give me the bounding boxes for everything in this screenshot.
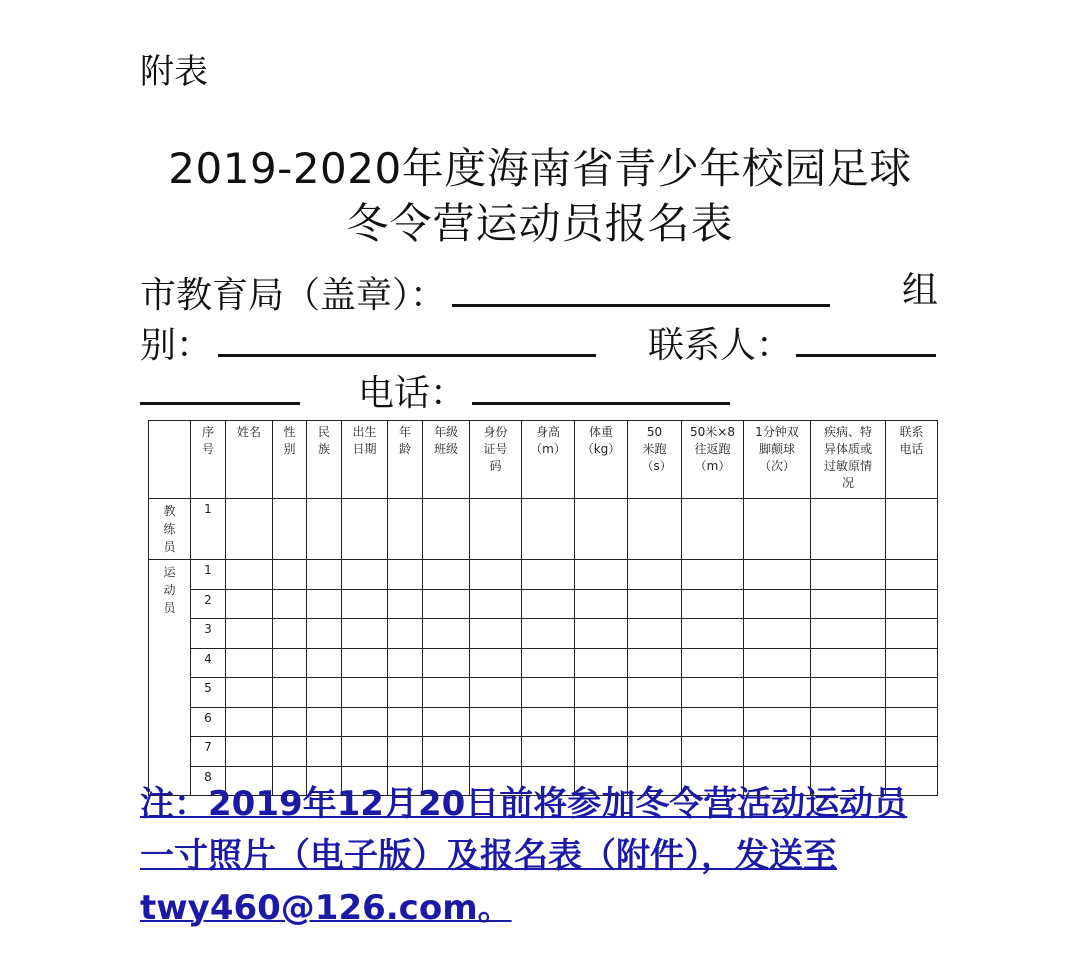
table-cell[interactable]: [273, 737, 307, 767]
header-cell: 疾病、特异体质或过敏原情况: [811, 421, 886, 499]
table-cell[interactable]: [628, 707, 682, 737]
header-cell: 民族: [307, 421, 342, 499]
table-cell[interactable]: [307, 678, 342, 708]
table-cell[interactable]: [342, 707, 388, 737]
athlete-row: [149, 737, 938, 767]
header-cell: 1分钟双脚颠球（次）: [744, 421, 811, 499]
table-cell[interactable]: [682, 707, 744, 737]
table-cell[interactable]: [628, 560, 682, 590]
header-cell: 身份证号码: [470, 421, 522, 499]
table-cell[interactable]: [226, 678, 273, 708]
table-cell[interactable]: [682, 678, 744, 708]
table-cell[interactable]: [388, 707, 423, 737]
table-cell[interactable]: [423, 648, 470, 678]
table-cell[interactable]: [342, 619, 388, 649]
athlete-row: [149, 560, 938, 590]
table-cell[interactable]: [744, 589, 811, 619]
table-cell[interactable]: [273, 678, 307, 708]
header-cell: 年级班级: [423, 421, 470, 499]
contact-blank-continued[interactable]: [140, 402, 300, 405]
table-cell[interactable]: [226, 737, 273, 767]
table-cell[interactable]: [744, 619, 811, 649]
table-cell[interactable]: [273, 707, 307, 737]
contact-field: [648, 318, 936, 369]
group-label-part1: 组: [902, 270, 939, 311]
table-cell[interactable]: [307, 499, 342, 560]
attachment-label: 附表: [140, 52, 208, 92]
table-cell[interactable]: [682, 619, 744, 649]
table-cell[interactable]: [307, 737, 342, 767]
table-cell[interactable]: [575, 737, 628, 767]
table-cell[interactable]: [575, 499, 628, 560]
table-cell[interactable]: [682, 589, 744, 619]
row-index: 5: [191, 678, 226, 708]
table-cell[interactable]: [470, 560, 522, 590]
athlete-row: [149, 589, 938, 619]
header-cell: 体重（kg）: [575, 421, 628, 499]
table-cell[interactable]: [388, 648, 423, 678]
athlete-row: [149, 678, 938, 708]
form-title-line1: 2019-2020年度海南省青少年校园足球: [168, 144, 912, 193]
phone-label: 电话：: [358, 373, 467, 414]
table-cell[interactable]: [388, 737, 423, 767]
header-cell: 年龄: [388, 421, 423, 499]
table-cell[interactable]: [226, 648, 273, 678]
table-cell[interactable]: [886, 589, 938, 619]
bureau-field: [140, 268, 830, 319]
table-cell[interactable]: [886, 619, 938, 649]
table-cell[interactable]: [811, 619, 886, 649]
header-cell: 性别: [273, 421, 307, 499]
table-cell[interactable]: [575, 707, 628, 737]
table-cell[interactable]: [522, 737, 575, 767]
table-cell[interactable]: [886, 648, 938, 678]
table-cell[interactable]: [744, 560, 811, 590]
table-cell[interactable]: [423, 499, 470, 560]
athlete-row: [149, 707, 938, 737]
table-cell[interactable]: [342, 560, 388, 590]
table-cell[interactable]: [744, 499, 811, 560]
table-cell[interactable]: [273, 589, 307, 619]
form-title-line2: 冬令营运动员报名表: [346, 199, 734, 248]
athlete-row: [149, 648, 938, 678]
athlete-label-cell: 运动员: [149, 560, 191, 796]
table-cell[interactable]: [470, 619, 522, 649]
table-cell[interactable]: [628, 648, 682, 678]
row-index: 3: [191, 619, 226, 649]
table-cell[interactable]: [388, 499, 423, 560]
table-cell[interactable]: [811, 678, 886, 708]
table-cell[interactable]: [522, 560, 575, 590]
header-cell: 50米跑（s）: [628, 421, 682, 499]
table-cell[interactable]: [744, 737, 811, 767]
table-cell[interactable]: [811, 707, 886, 737]
table-cell[interactable]: [811, 589, 886, 619]
row-index: 1: [191, 499, 226, 560]
table-cell[interactable]: [423, 737, 470, 767]
table-cell[interactable]: [522, 707, 575, 737]
table-cell[interactable]: [886, 737, 938, 767]
table-cell[interactable]: [522, 589, 575, 619]
table-cell[interactable]: [388, 589, 423, 619]
table-cell[interactable]: [886, 499, 938, 560]
table-cell[interactable]: [388, 560, 423, 590]
table-cell[interactable]: [886, 707, 938, 737]
contact-label: 联系人：: [648, 325, 793, 366]
header-cell: 联系电话: [886, 421, 938, 499]
table-cell[interactable]: [423, 560, 470, 590]
table-cell[interactable]: [744, 707, 811, 737]
table-cell[interactable]: [628, 619, 682, 649]
group-field: [140, 318, 596, 369]
table-cell[interactable]: [522, 619, 575, 649]
table-cell[interactable]: [226, 499, 273, 560]
group-blank[interactable]: [218, 318, 596, 357]
table-cell[interactable]: [575, 560, 628, 590]
header-cell: 50米×8往返跑（m）: [682, 421, 744, 499]
table-cell[interactable]: [273, 648, 307, 678]
table-cell[interactable]: [470, 499, 522, 560]
table-cell[interactable]: [575, 589, 628, 619]
row-index: 6: [191, 707, 226, 737]
table-cell[interactable]: [628, 737, 682, 767]
table-cell[interactable]: [628, 678, 682, 708]
header-cell: 身高（m）: [522, 421, 575, 499]
phone-field: [358, 366, 730, 417]
table-cell[interactable]: [522, 499, 575, 560]
table-cell[interactable]: [273, 560, 307, 590]
table-cell[interactable]: [575, 619, 628, 649]
table-cell[interactable]: [342, 648, 388, 678]
table-cell[interactable]: [307, 589, 342, 619]
table-cell[interactable]: [388, 678, 423, 708]
table-cell[interactable]: [423, 619, 470, 649]
table-cell[interactable]: [744, 678, 811, 708]
table-cell[interactable]: [470, 678, 522, 708]
table-cell[interactable]: [307, 560, 342, 590]
header-cell: 序号: [191, 421, 226, 499]
table-cell[interactable]: [886, 678, 938, 708]
row-index: 4: [191, 648, 226, 678]
table-cell[interactable]: [342, 589, 388, 619]
coach-label-cell: 教练员: [149, 499, 191, 560]
row-index: 2: [191, 589, 226, 619]
table-cell[interactable]: [682, 737, 744, 767]
contact-blank[interactable]: [796, 318, 936, 357]
table-cell[interactable]: [811, 499, 886, 560]
table-cell[interactable]: [811, 648, 886, 678]
table-cell[interactable]: [423, 589, 470, 619]
table-header-row: [149, 421, 938, 499]
header-cell: [149, 421, 191, 499]
row-index: 1: [191, 560, 226, 590]
table-cell[interactable]: [307, 707, 342, 737]
table-cell[interactable]: [342, 678, 388, 708]
table-cell[interactable]: [226, 589, 273, 619]
table-cell[interactable]: [342, 499, 388, 560]
phone-blank[interactable]: [472, 366, 730, 405]
table-cell[interactable]: [744, 648, 811, 678]
table-cell[interactable]: [575, 648, 628, 678]
table-cell[interactable]: [811, 737, 886, 767]
table-cell[interactable]: [388, 619, 423, 649]
table-cell[interactable]: [470, 589, 522, 619]
bureau-label: 市教育局（盖章）：: [140, 275, 447, 316]
table-cell[interactable]: [226, 619, 273, 649]
header-cell: 出生日期: [342, 421, 388, 499]
table-cell[interactable]: [423, 707, 470, 737]
table-cell[interactable]: [682, 560, 744, 590]
table-cell[interactable]: [522, 678, 575, 708]
table-cell[interactable]: [342, 737, 388, 767]
table-cell[interactable]: [226, 707, 273, 737]
registration-table: [148, 420, 938, 796]
table-cell[interactable]: [628, 499, 682, 560]
table-cell[interactable]: [273, 499, 307, 560]
coach-row: [149, 499, 938, 560]
table-cell[interactable]: [886, 560, 938, 590]
table-cell[interactable]: [575, 678, 628, 708]
table-cell[interactable]: [682, 499, 744, 560]
athlete-row: [149, 619, 938, 649]
table-cell[interactable]: [522, 648, 575, 678]
table-cell[interactable]: [423, 678, 470, 708]
table-cell[interactable]: [682, 648, 744, 678]
table-cell[interactable]: [470, 648, 522, 678]
table-cell[interactable]: [273, 619, 307, 649]
table-cell[interactable]: [811, 560, 886, 590]
group-label-part2: 别：: [140, 325, 213, 366]
row-index: 7: [191, 737, 226, 767]
submission-note-link[interactable]: 注：2019年12月20日前将参加冬令营活动运动员一寸照片（电子版）及报名表（附件），发送至twy460@126.com。: [140, 784, 908, 928]
table-cell[interactable]: [470, 707, 522, 737]
row-index: 8: [191, 766, 226, 796]
header-cell: 姓名: [226, 421, 273, 499]
table-cell[interactable]: [226, 560, 273, 590]
table-cell[interactable]: [307, 619, 342, 649]
table-cell[interactable]: [470, 737, 522, 767]
bureau-blank[interactable]: [452, 268, 830, 307]
table-cell[interactable]: [307, 648, 342, 678]
table-cell[interactable]: [628, 589, 682, 619]
